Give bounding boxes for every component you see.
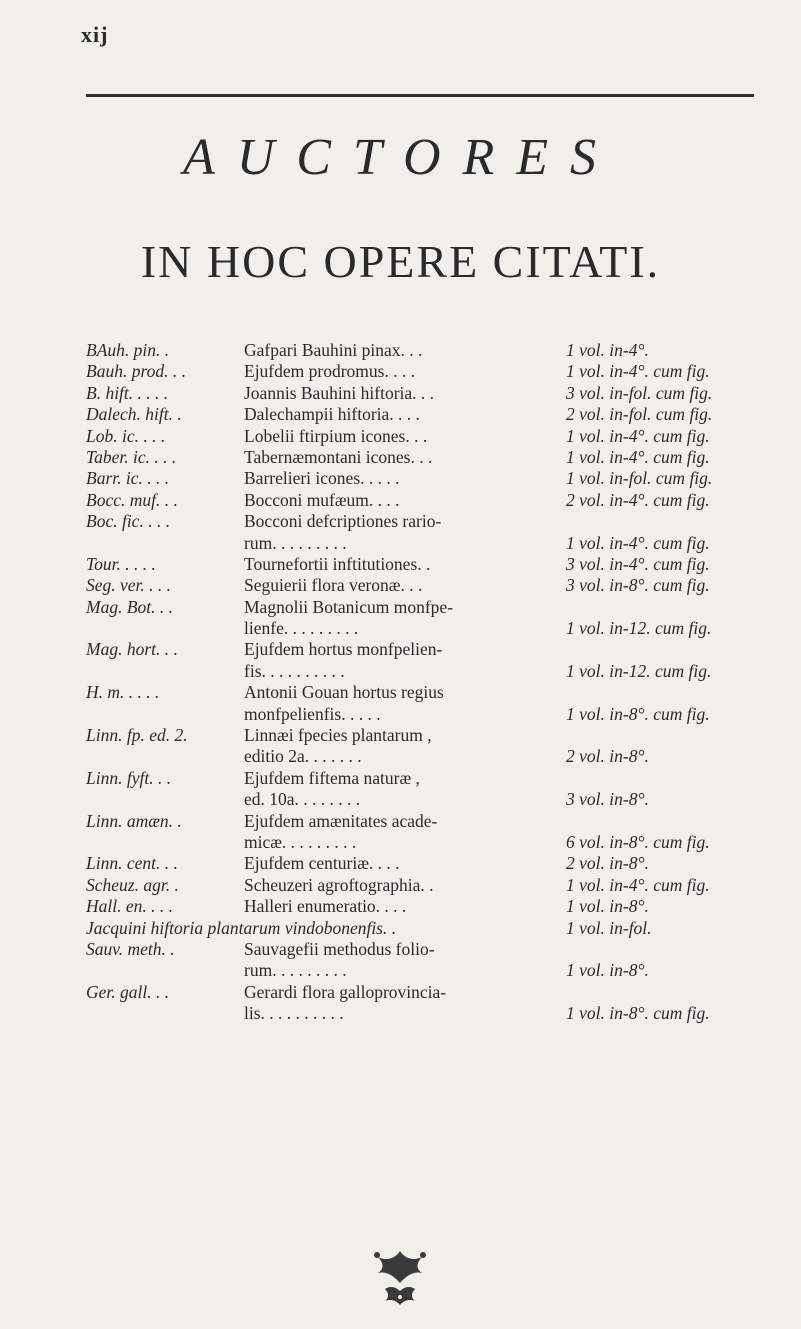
citation-description: Ejufdem centuriæ. . . .	[244, 853, 400, 874]
citation-row	[86, 468, 776, 489]
citation-abbreviation: Boc. fic. . . .	[86, 511, 171, 532]
citation-description: Halleri enumeratio. . . .	[244, 896, 407, 917]
citation-format: 3 vol. in-4°. cum fig.	[566, 553, 710, 574]
citation-description: rum. . . . . . . . .	[244, 960, 347, 981]
citation-row	[86, 746, 776, 767]
citation-abbreviation: Bocc. muf. . .	[86, 489, 178, 510]
citation-row	[86, 404, 776, 425]
citation-abbreviation: Ger. gall. . .	[86, 981, 170, 1002]
citation-format: 1 vol. in-12. cum fig.	[566, 660, 712, 681]
citation-format: 1 vol. in-8°. cum fig.	[566, 1003, 710, 1024]
citation-description: editio 2a. . . . . . .	[244, 746, 362, 767]
citation-abbreviation: H. m. . . . .	[86, 682, 160, 703]
citation-description: fis. . . . . . . . . .	[244, 660, 345, 681]
citation-row	[86, 682, 776, 703]
citation-abbreviation: Lob. ic. . . .	[86, 425, 166, 446]
citation-row	[86, 575, 776, 596]
citation-row	[86, 661, 776, 682]
citation-description: lis. . . . . . . . . .	[244, 1003, 344, 1024]
citation-row	[86, 554, 776, 575]
citation-format: 1 vol. in-8°.	[566, 960, 649, 981]
citation-row	[86, 426, 776, 447]
citation-row	[86, 447, 776, 468]
citation-abbreviation: Hall. en. . . .	[86, 896, 174, 917]
citation-row	[86, 853, 776, 874]
citation-abbreviation: B. hift. . . . .	[86, 382, 169, 403]
citation-abbreviation: Mag. hort. . .	[86, 639, 178, 660]
citation-format: 6 vol. in-8°. cum fig.	[566, 831, 710, 852]
citation-format: 1 vol. in-12. cum fig.	[566, 618, 712, 639]
citation-row	[86, 597, 776, 618]
citation-abbreviation: Sauv. meth. .	[86, 938, 175, 959]
citation-description: Ejufdem amænitates acade-	[244, 810, 438, 831]
citation-abbreviation: Mag. Bot. . .	[86, 596, 174, 617]
citation-format: 3 vol. in-fol. cum fig.	[566, 382, 713, 403]
citation-description: Seguierii flora veronæ. . .	[244, 575, 423, 596]
citation-abbreviation: Barr. ic. . . .	[86, 468, 170, 489]
citation-description: lienfe. . . . . . . . .	[244, 618, 359, 639]
page-title: AUCTORES	[182, 129, 619, 186]
citation-description: Gerardi flora galloprovincia-	[244, 981, 447, 1002]
citation-row	[86, 832, 776, 853]
citation-abbreviation: Taber. ic. . . .	[86, 446, 177, 467]
citation-description: rum. . . . . . . . .	[244, 532, 347, 553]
citation-list	[86, 340, 776, 1025]
citation-abbreviation: BAuh. pin. .	[86, 340, 170, 360]
citation-description: Joannis Bauhini hiftoria. . .	[244, 382, 435, 403]
page-subtitle: IN HOC OPERE CITATI.	[140, 236, 661, 287]
citation-row	[86, 875, 776, 896]
citation-abbreviation: Seg. ver. . . .	[86, 575, 172, 596]
citation-format: 1 vol. in-8°.	[566, 896, 649, 917]
citation-abbreviation: Linn. fp. ed. 2.	[86, 725, 188, 746]
citation-row	[86, 639, 776, 660]
citation-description: Magnolii Botanicum monfpe-	[244, 596, 453, 617]
citation-format: 2 vol. in-fol. cum fig.	[566, 404, 713, 425]
citation-description: Ejufdem hortus monfpelien-	[244, 639, 443, 660]
citation-row	[86, 618, 776, 639]
citation-format: 2 vol. in-8°.	[566, 853, 649, 874]
citation-format: 1 vol. in-8°. cum fig.	[566, 703, 710, 724]
citation-row	[86, 918, 776, 939]
citation-abbreviation: Bauh. prod. . .	[86, 361, 186, 382]
citation-abbreviation: Tour. . . . .	[86, 553, 156, 574]
citation-format: 1 vol. in-4°. cum fig.	[566, 425, 710, 446]
citation-row	[86, 960, 776, 981]
citation-row	[86, 490, 776, 511]
citation-description: Lobelii ftirpium icones. . .	[244, 425, 428, 446]
citation-format: 1 vol. in-4°. cum fig.	[566, 446, 710, 467]
header-rule	[86, 94, 754, 97]
citation-abbreviation: Linn. amæn. .	[86, 810, 182, 831]
citation-format: 2 vol. in-8°.	[566, 746, 649, 767]
citation-description: Gafpari Bauhini pinax. . .	[244, 340, 423, 360]
citation-description: Tournefortii inftitutiones. .	[244, 553, 431, 574]
citation-row	[86, 533, 776, 554]
citation-row	[86, 1003, 776, 1024]
citation-description: Antonii Gouan hortus regius	[244, 682, 444, 703]
citation-row	[86, 725, 776, 746]
citation-format: 3 vol. in-8°.	[566, 789, 649, 810]
citation-row	[86, 340, 776, 361]
citation-format: 1 vol. in-fol.	[566, 917, 652, 938]
citation-description: Tabernæmontani icones. . .	[244, 446, 433, 467]
citation-description: Ejufdem fiftema naturæ ,	[244, 767, 420, 788]
citation-row	[86, 939, 776, 960]
citation-description: Bocconi defcriptiones rario-	[244, 511, 442, 532]
citation-row	[86, 511, 776, 532]
citation-description: ed. 10a. . . . . . . .	[244, 789, 361, 810]
citation-abbreviation: Jacquini hiftoria plantarum vindobonenfis. .	[86, 917, 397, 938]
citation-format: 1 vol. in-4°.	[566, 340, 649, 360]
citation-row	[86, 704, 776, 725]
citation-row	[86, 896, 776, 917]
citation-format: 1 vol. in-4°. cum fig.	[566, 532, 710, 553]
citation-abbreviation: Linn. fyft. . .	[86, 767, 172, 788]
citation-description: Dalechampii hiftoria. . . .	[244, 404, 420, 425]
citation-format: 1 vol. in-fol. cum fig.	[566, 468, 713, 489]
citation-abbreviation: Linn. cent. . .	[86, 853, 178, 874]
citation-row	[86, 982, 776, 1003]
citation-description: micæ. . . . . . . . .	[244, 831, 357, 852]
citation-row	[86, 811, 776, 832]
citation-row	[86, 768, 776, 789]
citation-row	[86, 361, 776, 382]
citation-description: Ejufdem prodromus. . . .	[244, 361, 416, 382]
citation-format: 3 vol. in-8°. cum fig.	[566, 575, 710, 596]
citation-description: Linnæi fpecies plantarum ,	[244, 725, 432, 746]
citation-description: Barrelieri icones. . . . .	[244, 468, 400, 489]
citation-description: monfpelienfis. . . . .	[244, 703, 381, 724]
citation-row	[86, 383, 776, 404]
citation-description: Sauvagefii methodus folio-	[244, 938, 435, 959]
citation-abbreviation: Dalech. hift. .	[86, 404, 182, 425]
citation-format: 2 vol. in-4°. cum fig.	[566, 489, 710, 510]
citation-description: Bocconi mufæum. . . .	[244, 489, 400, 510]
citation-description: Scheuzeri agroftographia. .	[244, 874, 434, 895]
citation-format: 1 vol. in-4°. cum fig.	[566, 361, 710, 382]
citation-format: 1 vol. in-4°. cum fig.	[566, 874, 710, 895]
citation-abbreviation: Scheuz. agr. .	[86, 874, 179, 895]
printers-ornament-icon	[355, 1245, 445, 1307]
page-number: xij	[81, 22, 109, 47]
citation-row	[86, 789, 776, 810]
